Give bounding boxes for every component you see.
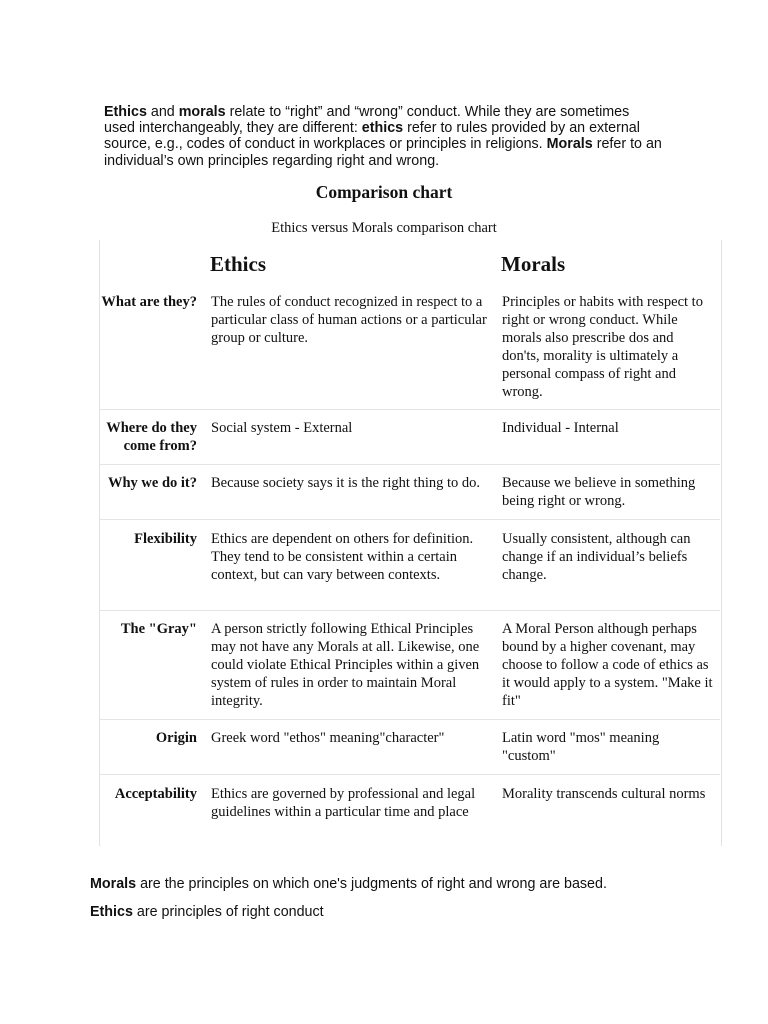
row-label: Acceptability	[114, 786, 197, 802]
intro-term-morals-2: Morals	[546, 136, 593, 153]
intro-text: refer to an individual’s own principles regarding right and wrong.	[104, 136, 662, 169]
row-divider	[99, 519, 720, 520]
row-label: Origin	[155, 730, 197, 746]
ethics-definition-text: are principles of right conduct	[132, 904, 324, 920]
ethics-cell: Ethics are governed by professional and legal guidelines within a particular time and place	[211, 786, 476, 820]
row-label: Why we do it?	[107, 475, 197, 491]
intro-term-ethics-2: ethics	[361, 120, 404, 137]
ethics-cell: Greek word "ethos" meaning"character"	[211, 730, 445, 746]
ethics-cell: A person strictly following Ethical Principles may not have any Morals at all. Likewise, one could violate Ethical Principles within a given system of rules in order to maintain Moral integrity.	[211, 621, 480, 709]
ethics-cell: The rules of conduct recognized in respect to a particular class of human actions or a particular group or culture.	[211, 294, 487, 346]
intro-term-ethics: Ethics	[104, 104, 147, 120]
ethics-definition	[90, 904, 324, 920]
intro-paragraph	[104, 104, 664, 169]
morals-cell: Individual - Internal	[502, 420, 619, 436]
table-caption: Ethics versus Morals comparison chart	[271, 220, 497, 236]
row-label: Flexibility	[134, 531, 197, 547]
intro-text: relate to “right” and “wrong” conduct. While they are sometimes used interchangeably, they are different:	[104, 104, 630, 137]
ethics-cell: Ethics are dependent on others for definition. They tend to be consistent within a certain context, but can vary between contexts.	[211, 531, 474, 583]
row-divider	[99, 464, 720, 465]
morals-cell: A Moral Person although perhaps bound by a higher covenant, may choose to follow a code of ethics as it would apply to a system. "Make it fit"	[502, 621, 713, 709]
row-label: The "Gray"	[120, 621, 197, 637]
ethics-term: Ethics	[90, 904, 133, 920]
column-header-morals: Morals	[501, 252, 566, 276]
ethics-cell: Social system - External	[211, 420, 353, 436]
morals-definition-text: are the principles on which one's judgments of right and wrong are based.	[136, 876, 607, 892]
intro-text: refer to rules provided by an external source, e.g., codes of conduct in workplaces or principles in religions.	[104, 120, 640, 153]
morals-cell: Principles or habits with respect to right or wrong conduct. While morals also prescribe dos and don'ts, morality is ultimately a personal compass of right and wrong.	[502, 294, 703, 400]
morals-cell: Latin word "mos" meaning "custom"	[502, 730, 660, 764]
intro-text: and	[146, 104, 179, 120]
ethics-cell: Because society says it is the right thing to do.	[211, 475, 481, 491]
section-title: Comparison chart	[315, 182, 453, 202]
morals-definition	[90, 876, 607, 892]
row-divider	[99, 774, 720, 775]
row-divider	[99, 610, 720, 611]
intro-term-morals: morals	[178, 104, 226, 120]
row-divider	[99, 719, 720, 720]
row-label: What are they?	[101, 294, 197, 310]
row-label: Where do they come from?	[106, 420, 197, 454]
morals-cell: Because we believe in something being right or wrong.	[502, 475, 696, 509]
column-header-ethics: Ethics	[210, 252, 267, 276]
morals-cell: Morality transcends cultural norms	[502, 786, 706, 802]
morals-term: Morals	[90, 876, 137, 892]
row-divider	[99, 409, 720, 410]
morals-cell: Usually consistent, although can change if an individual’s beliefs change.	[502, 531, 691, 583]
